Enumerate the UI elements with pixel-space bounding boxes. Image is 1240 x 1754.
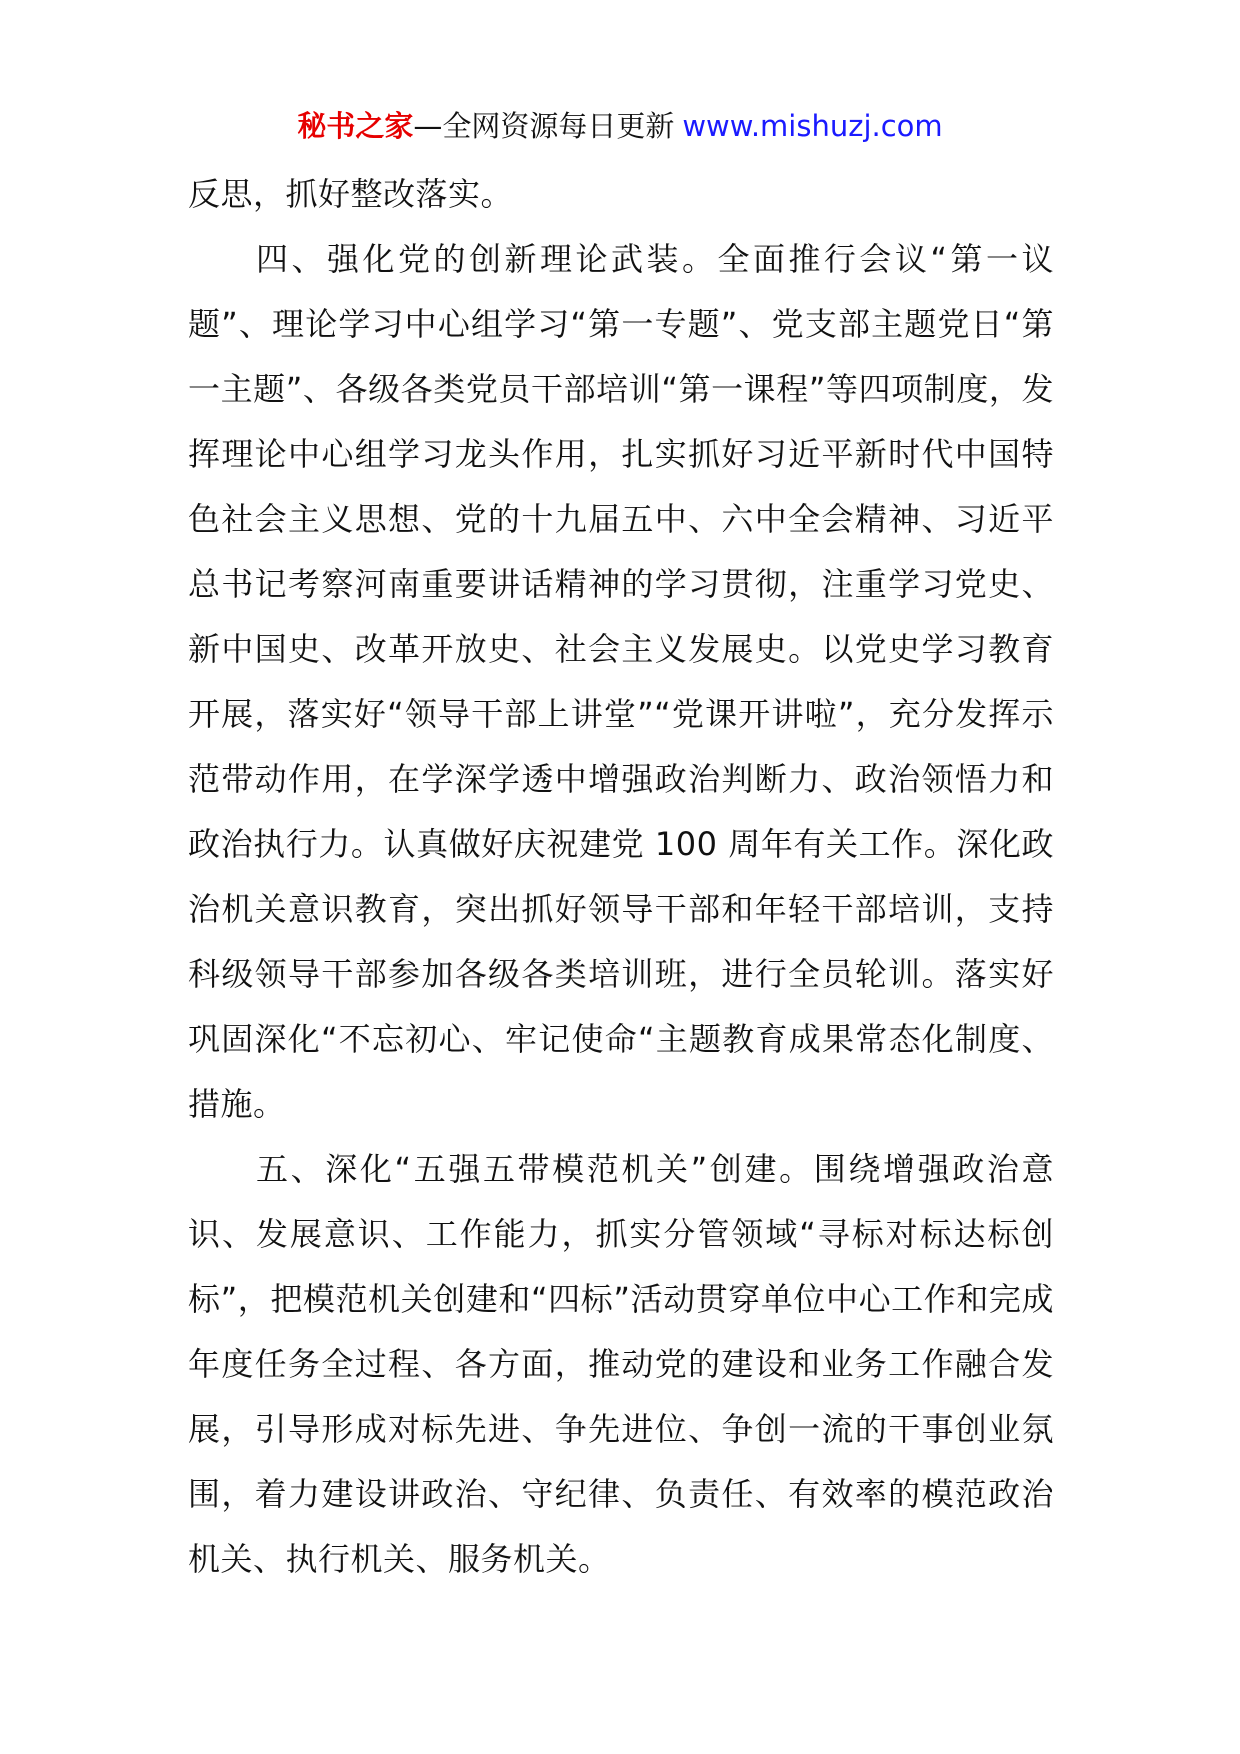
page-header xyxy=(0,104,1240,148)
paragraph-section-five: 五、深化“五强五带模范机关”创建。围绕增强政治意识、发展意识、工作能力，抓实分管领域“寻标对标达标创标”，把模范机关创建和“四标”活动贯穿单位中心工作和完成年度任务全过程、各方面，推动党的建设和业务工作融合发展，引导形成对标先进、争先进位、争创一流的干事创业氛围，着力建设讲政治、守纪律、负责任、有效率的模范政治机关、执行机关、服务机关。 xyxy=(188,1150,1054,1578)
paragraph-continuation: 反思，抓好整改落实。 xyxy=(188,175,514,213)
paragraph-section-four: 四、强化党的创新理论武装。全面推行会议“第一议题”、理论学习中心组学习“第一专题”、党支部主题党日“第一主题”、各级各类党员干部培训“第一课程”等四项制度，发挥理论中心组学习龙头作用，扎实抓好习近平新时代中国特色社会主义思想、党的十九届五中、六中全会精神、习近平总书记考察河南重要讲话精神的学习贯彻，注重学习党史、新中国史、改革开放史、社会主义发展史。以党史学习教育开展，落实好“领导干部上讲堂”“党课开讲啦”，充分发挥示范带动作用，在学深学透中增强政治判断力、政治领悟力和政治执行力。认真做好庆祝建党 100 周年有关工作。深化政治机关意识教育，突出抓好领导干部和年轻干部培训，支持科级领导干部参加各级各类培训班，进行全员轮训。落实好巩固深化“不忘初心、牢记使命“主题教育成果常态化制度、措施。 xyxy=(188,240,1054,1123)
document-body xyxy=(188,162,1054,1592)
header-tagline: —全网资源每日更新 xyxy=(413,109,675,143)
website-link[interactable]: www.mishuzj.com xyxy=(682,109,943,143)
brand-name: 秘书之家 xyxy=(297,109,414,143)
